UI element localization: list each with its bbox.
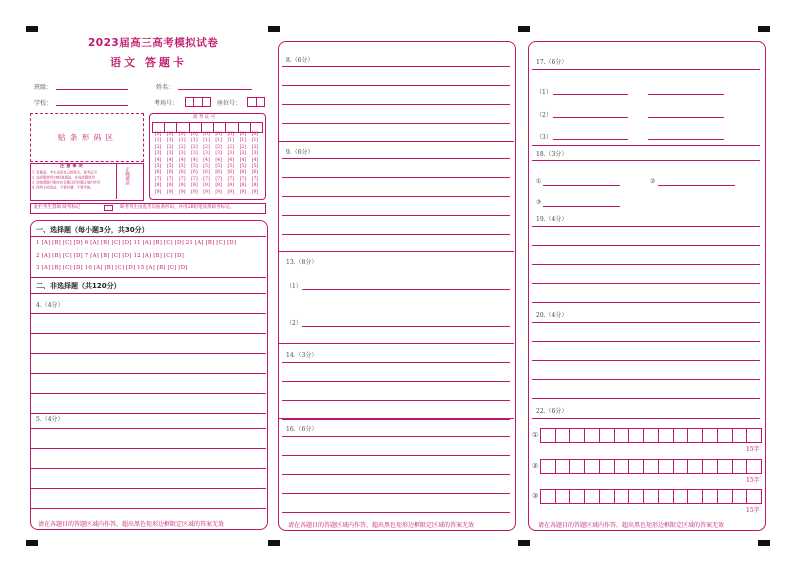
section1-title: 一、选择题（每小题3分，共30分） [36, 226, 149, 234]
exam-id-bubble[interactable]: [3] [179, 151, 186, 157]
exam-id-bubble[interactable]: [9] [215, 189, 222, 195]
exam-id-bubble[interactable]: [1] [203, 138, 210, 144]
mcq-row[interactable]: 3 [A] [B] [C] [D] 10 [A] [B] [C] [D] 15 [A] [B] [C] [D] [36, 265, 188, 271]
exam-id-bubble[interactable]: [1] [191, 138, 198, 144]
exam-id-bubble[interactable]: [2] [239, 144, 247, 150]
answer-line[interactable] [648, 117, 724, 118]
q22-row3-limit: 15字 [746, 507, 760, 514]
notice-line: 4. 保持卡面清洁，不要折叠、不要弄破。 [32, 186, 94, 190]
answer-line[interactable] [658, 185, 735, 186]
exam-id-bubble[interactable]: [1] [215, 138, 222, 144]
exam-id-bubble[interactable]: [2] [166, 144, 174, 150]
question-9-label: 9.（6分） [286, 149, 314, 156]
answer-lines-q9[interactable] [282, 158, 510, 235]
exam-id-bubble[interactable]: [4] [154, 157, 162, 163]
seat-boxes[interactable] [247, 97, 265, 107]
exam-id-bubble[interactable]: [3] [166, 151, 174, 157]
exam-id-bubble[interactable]: [7] [215, 176, 222, 182]
name-field[interactable] [178, 89, 252, 90]
exam-id-bubble[interactable]: [8] [154, 183, 162, 189]
answer-line[interactable] [648, 139, 724, 140]
fill-example-label: 正确填涂 [124, 167, 130, 185]
registration-mark [26, 540, 38, 546]
q22-row1-grid[interactable] [540, 428, 762, 443]
question-18-part3: ③ [536, 199, 542, 206]
q22-row2-limit: 15字 [746, 477, 760, 484]
exam-id-bubble[interactable]: [9] [239, 189, 247, 195]
answer-lines-q4[interactable] [30, 313, 266, 414]
divider [30, 293, 266, 294]
exam-id-bubble[interactable]: [4] [215, 157, 222, 163]
exam-id-bubble[interactable]: [9] [166, 189, 174, 195]
mcq-row[interactable]: 2 [A] [B] [C] [D] 7 [A] [B] [C] [D] 12 [A] [B] [C] [D] [36, 253, 184, 259]
exam-id-bubble[interactable]: [8] [191, 183, 198, 189]
exam-id-bubble[interactable]: [8] [227, 183, 234, 189]
notice-title: 注 意 事 项 [60, 164, 83, 169]
exam-id-bubble[interactable]: [4] [227, 157, 234, 163]
seat-label: 座位号： [217, 100, 242, 107]
exam-id-bubble[interactable]: [9] [203, 189, 210, 195]
exam-id-bubble[interactable]: [4] [166, 157, 174, 163]
absent-note: 缺考考生由监考员贴条形码，并用2B铅笔涂黑缺考标记。 [120, 205, 235, 210]
question-17-part2: （2） [536, 112, 552, 119]
exam-id-bubble[interactable]: [7] [227, 176, 234, 182]
exam-id-bubble[interactable]: [6] [203, 170, 210, 176]
exam-id-bubble[interactable]: [9] [179, 189, 186, 195]
exam-id-bubble[interactable]: [3] [239, 151, 247, 157]
exam-id-bubble[interactable]: [4] [251, 157, 259, 163]
registration-mark [26, 26, 38, 32]
divider [532, 418, 760, 419]
exam-id-bubble[interactable]: [6] [166, 170, 174, 176]
divider [532, 145, 760, 146]
answer-lines-q19[interactable] [532, 226, 760, 303]
divider [30, 236, 266, 237]
question-17-part1: （1） [536, 89, 552, 96]
absent-checkbox[interactable] [104, 205, 113, 211]
answer-line[interactable] [543, 185, 620, 186]
registration-mark [268, 26, 280, 32]
exam-id-bubble[interactable]: [6] [239, 170, 247, 176]
divider [30, 277, 266, 278]
divider [532, 69, 760, 70]
answer-lines-q16[interactable] [282, 436, 510, 513]
divider [278, 343, 514, 344]
exam-id-bubble[interactable]: [8] [251, 183, 259, 189]
registration-mark [758, 540, 770, 546]
question-5-label: 5.（4分） [36, 416, 64, 423]
question-13-part1: （1） [286, 283, 302, 290]
question-17-label: 17.（6分） [536, 59, 568, 66]
question-19-label: 19.（4分） [536, 216, 568, 223]
exam-id-bubble[interactable]: [0] [154, 132, 162, 137]
notice-line: 2. 选择题使用2B铅笔填涂，非选择题使用 [32, 176, 95, 180]
q22-row3-marker: ③ [532, 492, 539, 500]
question-22-label: 22.（6分） [536, 408, 568, 415]
q22-row1-limit: 15字 [746, 446, 760, 453]
exam-id-bubble[interactable]: [6] [251, 170, 259, 176]
answer-line-q13-2[interactable] [302, 326, 510, 327]
exam-id-bubble[interactable]: [2] [227, 144, 234, 150]
question-18-label: 18.（3分） [536, 151, 568, 158]
registration-mark [268, 540, 280, 546]
name-label: 姓名： [156, 84, 175, 91]
q22-row2-grid[interactable] [540, 459, 762, 474]
exam-id-bubble[interactable]: [0] [239, 132, 247, 137]
question-4-label: 4.（4分） [36, 302, 64, 309]
exam-id-bubble[interactable]: [2] [179, 144, 186, 150]
exam-id-bubble[interactable]: [0] [166, 132, 174, 137]
exam-id-bubble[interactable]: [9] [227, 189, 234, 195]
exam-id-bubble[interactable]: [3] [251, 151, 259, 157]
class-label: 班级： [34, 84, 53, 91]
exam-id-bubble[interactable]: [3] [227, 151, 234, 157]
answer-lines-q14[interactable] [282, 362, 510, 420]
notice-line: 1. 答题前，考生先将自己的姓名、准考证号 [32, 171, 98, 175]
page-title: 2023届高三高考模拟试卷 [88, 37, 219, 49]
exam-id-bubble[interactable]: [2] [203, 144, 210, 150]
q22-row3-grid[interactable] [540, 489, 762, 504]
question-20-label: 20.（4分） [536, 312, 568, 319]
exam-id-bubble[interactable]: [0] [251, 132, 259, 137]
exam-id-bubble[interactable]: [2] [215, 144, 222, 150]
exam-id-bubble[interactable]: [4] [203, 157, 210, 163]
exam-id-bubble[interactable]: [9] [191, 189, 198, 195]
exam-id-bubble[interactable]: [3] [191, 151, 198, 157]
exam-id-bubble[interactable]: [1] [227, 138, 234, 144]
answer-line[interactable] [543, 206, 620, 207]
exam-id-bubble[interactable]: [5] [166, 163, 174, 169]
footer-note: 请在各题目的答题区域内作答，超出黑色矩形边框限定区域的答案无效 [38, 521, 225, 528]
answer-lines-q20[interactable] [532, 322, 760, 399]
registration-mark [518, 540, 530, 546]
exam-id-bubble[interactable]: [1] [239, 138, 247, 144]
divider [278, 251, 514, 252]
divider [278, 141, 514, 142]
exam-id-bubble[interactable]: [5] [239, 163, 247, 169]
exam-id-bubble[interactable]: [9] [251, 189, 259, 195]
exam-id-bubble[interactable]: [5] [251, 163, 259, 169]
exam-id-bubble[interactable]: [7] [191, 176, 198, 182]
question-13-part2: （2） [286, 320, 302, 327]
exam-room-boxes[interactable] [185, 97, 211, 107]
exam-id-bubble[interactable]: [8] [239, 183, 247, 189]
exam-id-bubble[interactable]: [0] [191, 132, 198, 137]
question-16-label: 16.（6分） [286, 426, 318, 433]
q22-row2-marker: ② [532, 462, 539, 470]
q22-row1-marker: ① [532, 431, 539, 439]
exam-id-bubble[interactable]: [4] [179, 157, 186, 163]
answer-lines-q8[interactable] [282, 66, 510, 124]
exam-id-bubble[interactable]: [2] [154, 144, 162, 150]
exam-id-bubble[interactable]: [5] [203, 163, 210, 169]
exam-id-bubble[interactable]: [0] [203, 132, 210, 137]
exam-id-bubble[interactable]: [2] [191, 144, 198, 150]
exam-id-bubble[interactable]: [3] [154, 151, 162, 157]
exam-id-bubble[interactable]: [5] [215, 163, 222, 169]
exam-id-bubble[interactable]: [7] [179, 176, 186, 182]
exam-id-bubble[interactable]: [5] [154, 163, 162, 169]
exam-id-bubble[interactable]: [7] [166, 176, 174, 182]
notice-line: 3. 请按照题号顺序在各题目的答题区域内作答 [32, 181, 101, 185]
exam-id-bubble[interactable]: [4] [239, 157, 247, 163]
exam-id-bubble[interactable]: [7] [203, 176, 210, 182]
mcq-row[interactable]: 1 [A] [B] [C] [D] 6 [A] [B] [C] [D] 11 [A] [B] [C] [D] 21 [A] [B] [C] [D] [36, 240, 237, 246]
exam-id-bubble[interactable]: [6] [227, 170, 234, 176]
exam-id-bubble[interactable]: [6] [179, 170, 186, 176]
answer-line[interactable] [648, 94, 724, 95]
exam-id-bubble[interactable]: [8] [215, 183, 222, 189]
registration-mark [758, 26, 770, 32]
exam-id-bubble[interactable]: [3] [203, 151, 210, 157]
exam-room-label: 考场号： [154, 100, 179, 107]
section2-title: 二、非选择题（共120分） [36, 282, 121, 290]
exam-id-bubble[interactable]: [1] [179, 138, 186, 144]
exam-id-bubble[interactable]: [4] [191, 157, 198, 163]
divider [278, 418, 514, 419]
exam-id-bubble[interactable]: [9] [154, 189, 162, 195]
barcode-label: 贴 条 形 码 区 [58, 133, 115, 142]
exam-id-bubble[interactable]: [8] [179, 183, 186, 189]
page-subtitle: 语文 答题卡 [110, 56, 187, 69]
absent-label: 此栏考生禁填 缺考标记 [34, 205, 81, 210]
school-label: 学校： [34, 100, 53, 107]
exam-id-bubble[interactable]: [5] [191, 163, 198, 169]
exam-id-bubble[interactable]: [0] [215, 132, 222, 137]
exam-id-bubble[interactable]: [1] [166, 138, 174, 144]
exam-id-bubble[interactable]: [5] [179, 163, 186, 169]
exam-id-bubble[interactable]: [0] [227, 132, 234, 137]
question-13-label: 13.（8分） [286, 259, 318, 266]
exam-id-bubble[interactable]: [6] [191, 170, 198, 176]
exam-id-bubble[interactable]: [5] [227, 163, 234, 169]
exam-id-bubble[interactable]: [6] [154, 170, 162, 176]
exam-id-bubble[interactable]: [1] [251, 138, 259, 144]
answer-line[interactable] [553, 117, 628, 118]
exam-id-bubble[interactable]: [8] [166, 183, 174, 189]
answer-lines-q5[interactable] [30, 428, 266, 509]
class-field[interactable] [56, 89, 128, 90]
exam-id-bubble[interactable]: [0] [179, 132, 186, 137]
exam-id-bubble[interactable]: [7] [154, 176, 162, 182]
school-field[interactable] [56, 105, 128, 106]
question-18-part2: ② [650, 178, 656, 185]
answer-line[interactable] [553, 139, 628, 140]
exam-id-bubble[interactable]: [1] [154, 138, 162, 144]
registration-mark [518, 26, 530, 32]
answer-line[interactable] [553, 94, 628, 95]
exam-id-label: 准 考 证 号 [193, 115, 216, 120]
exam-id-bubble[interactable]: [2] [251, 144, 259, 150]
divider [532, 160, 760, 161]
answer-line-q13-1[interactable] [302, 289, 510, 290]
exam-id-bubble[interactable]: [3] [215, 151, 222, 157]
question-14-label: 14.（3分） [286, 352, 318, 359]
exam-id-bubble[interactable]: [6] [215, 170, 222, 176]
notice-divider [116, 163, 117, 199]
question-8-label: 8.（6分） [286, 57, 314, 64]
exam-id-bubble[interactable]: [7] [239, 176, 247, 182]
footer-note: 请在各题目的答题区域内作答，超出黑色矩形边框限定区域的答案无效 [538, 522, 725, 529]
footer-note: 请在各题目的答题区域内作答，超出黑色矩形边框限定区域的答案无效 [288, 522, 475, 529]
exam-id-bubble[interactable]: [8] [203, 183, 210, 189]
exam-id-bubble[interactable]: [7] [251, 176, 259, 182]
question-17-part3: （3） [536, 134, 552, 141]
exam-id-bubble-grid[interactable] [152, 132, 261, 196]
question-18-part1: ① [536, 178, 542, 185]
